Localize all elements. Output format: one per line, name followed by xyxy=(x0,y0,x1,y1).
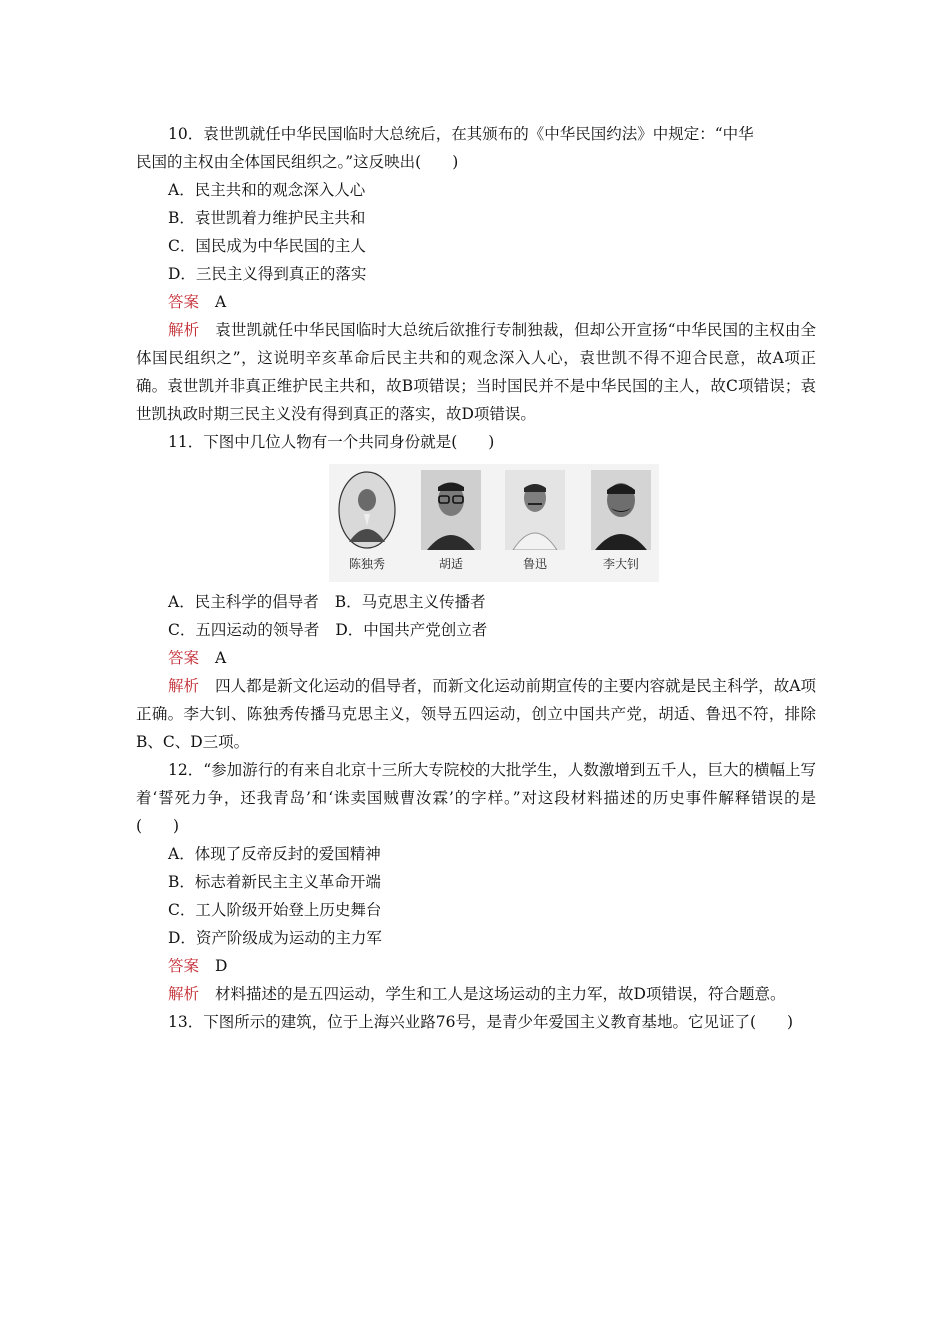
answer-line xyxy=(136,288,816,316)
analysis xyxy=(136,316,816,428)
answer-line xyxy=(136,644,816,672)
answer-line xyxy=(136,952,816,980)
option-b: B．马克思主义传播者 xyxy=(334,593,486,611)
answer-value: A xyxy=(215,293,227,311)
analysis-text: 材料描述的是五四运动，学生和工人是这场运动的主力军，故D项错误，符合题意。 xyxy=(215,985,786,1003)
question-stem-continued: 民国的主权由全体国民组织之。”这反映出( ) xyxy=(136,153,459,171)
option-d: D．三民主义得到真正的落实 xyxy=(168,265,367,283)
portrait-chen-duxiu xyxy=(337,470,397,550)
answer-label: 答案 xyxy=(168,957,200,975)
caption-li-dazhao: 李大钊 xyxy=(602,557,639,571)
caption-chen-duxiu: 陈独秀 xyxy=(348,557,385,571)
question-stem: 13．下图所示的建筑，位于上海兴业路76号，是青少年爱国主义教育基地。它见证了( ) xyxy=(168,1013,794,1031)
option-a: A．体现了反帝反封的爱国精神 xyxy=(168,845,381,863)
question-13 xyxy=(136,1008,816,1036)
option-c: C．国民成为中华民国的主人 xyxy=(168,237,366,255)
option-b: B．袁世凯着力维护民主共和 xyxy=(168,209,366,227)
analysis xyxy=(136,980,816,1008)
option-a: A．民主科学的倡导者 xyxy=(168,593,319,611)
option-d: D．中国共产党创立者 xyxy=(335,621,488,639)
options-row-2 xyxy=(136,616,816,644)
question-stem: 11．下图中几位人物有一个共同身份就是( ) xyxy=(168,433,495,451)
analysis-text: 袁世凯就任中华民国临时大总统后欲推行专制独裁，但却公开宣扬“中华民国的主权由全体国民组织之”，这说明辛亥革命后民主共和的观念深入人心，袁世凯不得不迎合民意，故A项正确。袁世凯并非真正维护民主共和，故B项错误；当时国民并不是中华民国的主人，故C项错误；袁世凯执政时期三民主义没有得到真正的落实，故D项错误。 xyxy=(136,321,816,423)
question-content xyxy=(136,120,816,1036)
portrait-lu-xun xyxy=(505,470,565,550)
answer-value: D xyxy=(215,957,228,975)
portraits-figure xyxy=(329,464,659,582)
option-c: C．工人阶级开始登上历史舞台 xyxy=(168,901,382,919)
portrait-hu-shi xyxy=(421,470,481,550)
caption-lu-xun: 鲁迅 xyxy=(522,557,547,571)
analysis-label: 解析 xyxy=(168,321,200,339)
answer-label: 答案 xyxy=(168,649,200,667)
option-a: A．民主共和的观念深入人心 xyxy=(168,181,366,199)
analysis xyxy=(136,672,816,756)
analysis-text: 四人都是新文化运动的倡导者，而新文化运动前期宣传的主要内容就是民主科学，故A项正确。李大钊、陈独秀传播马克思主义，领导五四运动，创立中国共产党，胡适、鲁迅不符，排除B、C、D三项。 xyxy=(136,677,816,751)
portrait-li-dazhao xyxy=(591,470,651,550)
answer-value: A xyxy=(215,649,227,667)
question-10 xyxy=(136,120,816,428)
options-row-1 xyxy=(136,588,816,616)
question-stem: 10．袁世凯就任中华民国临时大总统后，在其颁布的《中华民国约法》中规定：“中华 xyxy=(168,125,754,143)
caption-hu-shi: 胡适 xyxy=(438,557,463,571)
option-b: B．标志着新民主主义革命开端 xyxy=(168,873,381,891)
question-11 xyxy=(136,428,816,756)
question-stem: 12．“参加游行的有来自北京十三所大专院校的大批学生，人数激增到五千人，巨大的横幅上写着‘誓死力争，还我青岛’和‘诛卖国贼曹汝霖’的字样。”对这段材料描述的历史事件解释错误的是( ) xyxy=(136,761,816,835)
option-d: D．资产阶级成为运动的主力军 xyxy=(168,929,382,947)
question-12 xyxy=(136,756,816,1008)
analysis-label: 解析 xyxy=(168,985,200,1003)
option-c: C．五四运动的领导者 xyxy=(168,621,320,639)
answer-label: 答案 xyxy=(168,293,200,311)
analysis-label: 解析 xyxy=(168,677,200,695)
